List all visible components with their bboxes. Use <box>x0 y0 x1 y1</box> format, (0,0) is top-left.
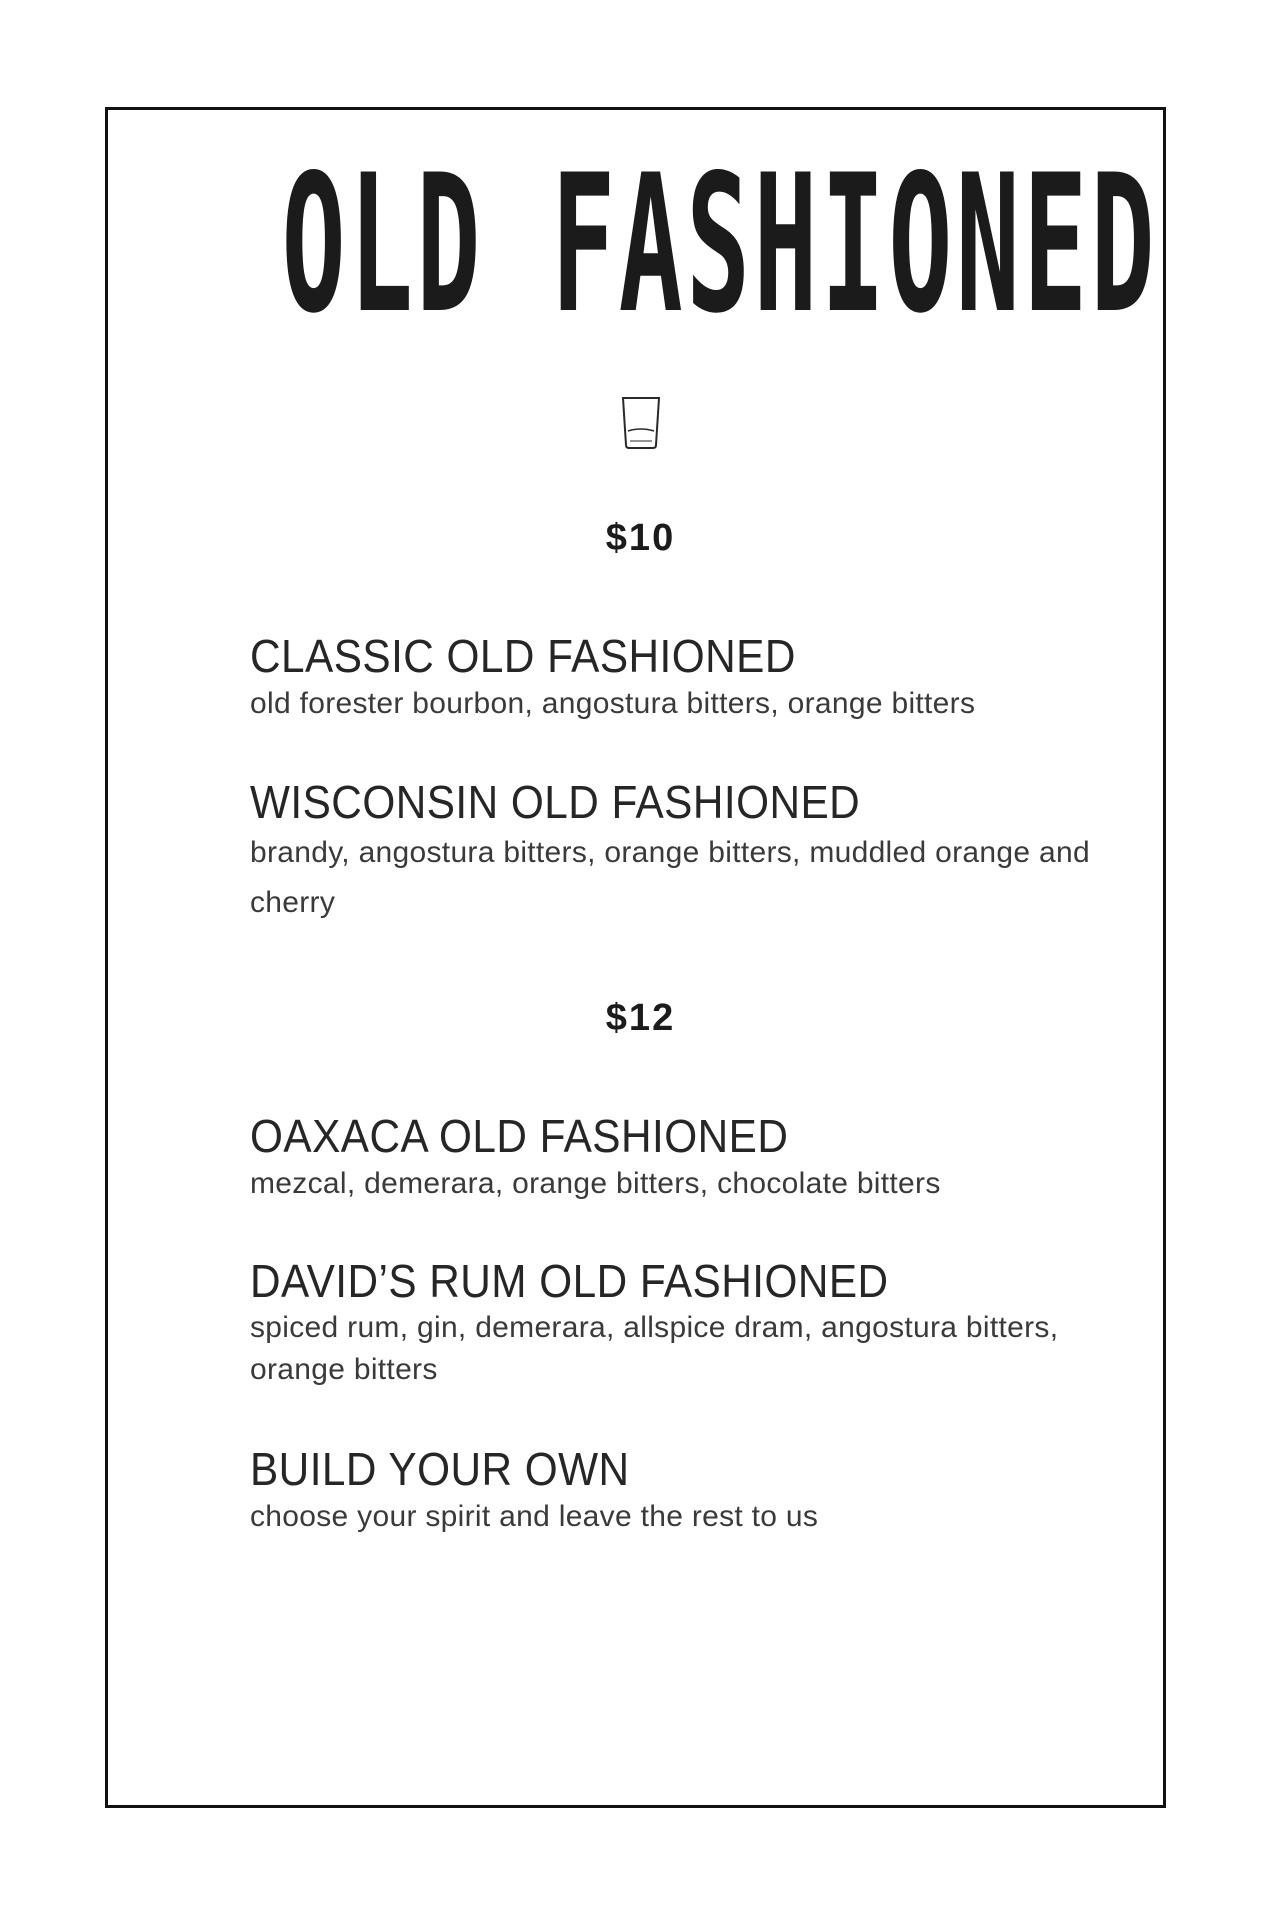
menu-item <box>250 630 1100 726</box>
menu-item-name: OAXACA OLD FASHIONED <box>250 1110 789 1162</box>
price-heading-10: $10 <box>605 517 676 559</box>
menu-item <box>250 776 1100 928</box>
menu-item-name: WISCONSIN OLD FASHIONED <box>250 776 861 828</box>
menu-item <box>250 1255 1100 1391</box>
rocks-glass-icon <box>620 395 662 451</box>
menu-item-description: spiced rum, gin, demerara, allspice dram, angostura bitters, orange bitters <box>250 1311 1059 1386</box>
menu-item-name: BUILD YOUR OWN <box>250 1443 630 1495</box>
menu-item-description: old forester bourbon, angostura bitters, orange bitters <box>250 687 976 720</box>
menu-title: OLD FASHIONED <box>281 134 1159 355</box>
menu-item-name: DAVID’S RUM OLD FASHIONED <box>250 1255 889 1307</box>
menu-item-description: choose your spirit and leave the rest to us <box>250 1500 819 1533</box>
menu-item-description: brandy, angostura bitters, orange bitters, muddled orange and cherry <box>250 836 1090 919</box>
menu-item <box>250 1110 1100 1206</box>
menu-border <box>105 107 1166 1808</box>
menu-item-description: mezcal, demerara, orange bitters, chocolate bitters <box>250 1167 941 1200</box>
menu-item-name: CLASSIC OLD FASHIONED <box>250 630 796 682</box>
menu-item <box>250 1443 1100 1539</box>
price-heading-12: $12 <box>605 997 676 1039</box>
